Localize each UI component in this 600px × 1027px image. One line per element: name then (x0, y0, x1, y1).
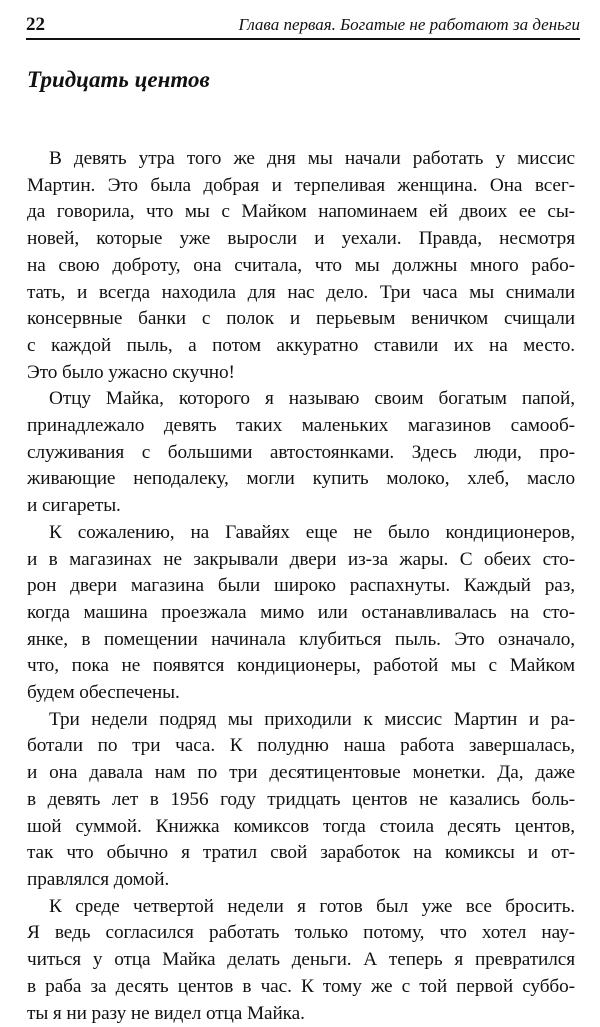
text-line: живающие неподалеку, могли купить молоко, хлеб, масло (27, 466, 575, 493)
paragraph (27, 520, 575, 707)
paragraph (27, 146, 575, 386)
text-line: ты я ни разу не видел отца Майка. (27, 1001, 575, 1027)
text-line: что, пока не появятся кондиционеры, работой мы с Майком (27, 653, 575, 680)
text-line: Три недели подряд мы приходили к миссис Мартин и ра- (27, 707, 575, 734)
paragraph (27, 894, 575, 1027)
text-line: когда машина проезжала мимо или останавливалась на сто- (27, 600, 575, 627)
text-line: служивания с большими автостоянками. Здесь люди, про- (27, 440, 575, 467)
text-line: и сигареты. (27, 493, 575, 520)
text-line: да говорила, что мы с Майком напоминаем ей двоих ее сы- (27, 199, 575, 226)
text-line: и она давала нам по три десятицентовые монетки. Да, даже (27, 760, 575, 787)
text-line: в девять лет в 1956 году тридцать центов не казались боль- (27, 787, 575, 814)
text-line: правлялся домой. (27, 867, 575, 894)
text-line: Я ведь согласился работать только потому, что хотел нау- (27, 920, 575, 947)
body-text (27, 146, 575, 1027)
running-header (26, 12, 580, 40)
page-number: 22 (26, 14, 45, 36)
text-line: так что обычно я тратил свой заработок на комиксы и от- (27, 840, 575, 867)
section-heading: Тридцать центов (27, 66, 210, 94)
text-line: рон двери магазина были широко распахнуты. Каждый раз, (27, 573, 575, 600)
text-line: новей, которые уже выросли и уехали. Правда, несмотря (27, 226, 575, 253)
text-line: В девять утра того же дня мы начали работать у миссис (27, 146, 575, 173)
text-line: принадлежало девять таких маленьких магазинов самооб- (27, 413, 575, 440)
text-line: будем обеспечены. (27, 680, 575, 707)
text-line: шой суммой. Книжка комиксов тогда стоила десять центов, (27, 814, 575, 841)
paragraph (27, 386, 575, 520)
chapter-title: Глава первая. Богатые не работают за деньги (239, 14, 580, 36)
paragraph (27, 707, 575, 894)
text-line: Мартин. Это была добрая и терпеливая женщина. Она всег- (27, 173, 575, 200)
text-line: К сожалению, на Гавайях еще не было кондиционеров, (27, 520, 575, 547)
text-line: Отцу Майка, которого я называю своим богатым папой, (27, 386, 575, 413)
text-line: Это было ужасно скучно! (27, 360, 575, 387)
text-line: консервные банки с полок и перьевым веничком счищали (27, 306, 575, 333)
text-line: ботали по три часа. К полудню наша работа завершалась, (27, 733, 575, 760)
text-line: К среде четвертой недели я готов был уже все бросить. (27, 894, 575, 921)
text-line: на свою доброту, она считала, что мы должны много рабо- (27, 253, 575, 280)
text-line: тать, и всегда находила для нас дело. Три часа мы снимали (27, 280, 575, 307)
text-line: янке, в помещении начинала клубиться пыль. Это означало, (27, 627, 575, 654)
text-line: читься у отца Майка делать деньги. А теперь я превратился (27, 947, 575, 974)
text-line: в раба за десять центов в час. К тому же с той первой суббо- (27, 974, 575, 1001)
text-line: и в магазинах не закрывали двери из-за жары. С обеих сто- (27, 547, 575, 574)
text-line: с каждой пыль, а потом аккуратно ставили их на место. (27, 333, 575, 360)
